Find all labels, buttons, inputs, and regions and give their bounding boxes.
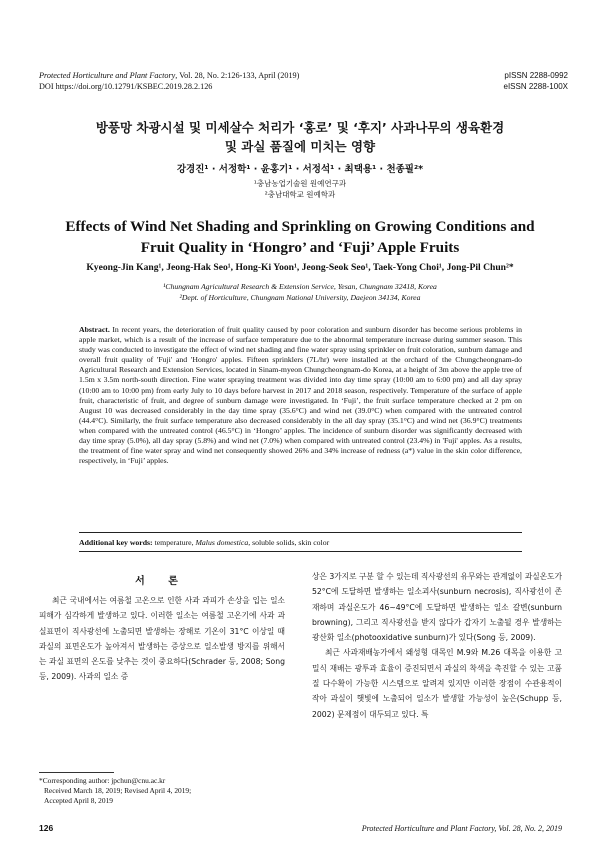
pissn: pISSN 2288-0992	[504, 71, 568, 80]
footnote	[39, 776, 289, 807]
page-number: 126	[39, 823, 54, 833]
eissn: eISSN 2288-100X	[503, 82, 568, 91]
abstract-label: Abstract.	[79, 325, 110, 334]
divider-top	[79, 532, 522, 533]
english-affiliation-1: ¹Chungnam Agricultural Research & Extension Service, Yesan, Chungnam 32418, Korea	[163, 282, 437, 291]
korean-affiliation-1: ¹충남농업기술원 원예연구과	[253, 179, 347, 188]
divider-bottom	[79, 551, 522, 552]
issn-block	[478, 70, 568, 92]
journal-header	[39, 70, 399, 92]
body-right-column	[312, 569, 562, 722]
english-title: Effects of Wind Net Shading and Sprinkling on Growing Conditions and Fruit Quality in ‘Hongro’ and ‘Fuji’ Apple Fruits	[65, 218, 535, 256]
abstract	[79, 325, 522, 466]
journal-citation: Protected Horticulture and Plant Factory, Vol. 28, No. 2:126-133, April (2019)	[39, 71, 300, 80]
doi-link[interactable]: DOI https://doi.org/10.12791/KSBEC.2019.28.2.126	[39, 82, 213, 91]
abstract-text: In recent years, the deterioration of fruit quality caused by poor coloration and sunburn disorder has become serious problems in apple market, which is a result of the increase of surface temperature due to the abnormal temperature increase during summer season. This study was conducted to investigate the effect of wind net shading and fine water spray using sprinkler on fruit coloration, sunburn damage and overall fruit quality of 'Fuji' and 'Hongro' apples. Fifteen sprinklers (7L/hr) were installed at the orchard of the Chungcheongnam-do Agricultural Research and Extension Services, located in Sinam-myeon Chungcheongnam-do Korea, at a height of 3m above the apple tree of 1.5m x 3.5m north-south direction. Fine water spraying treatment was divided into day time spray (10:00 am to 6:00 pm) and all day spray (10:00 am to 10:00 pm) from early July to 10 days before harvest in 2017 and 2018 season, respectively. Temperature of the surface of apple fruit, characteristic of fruit, and degree of sunburn damage were investigated. In ‘Fuji’, the fruit surface temperature checked at 2 pm on August 10 was decreased considerably in the day time spray (35.6°C) and wind net (39.0°C) when compared with the untreated control (44.4°C). Similarly, the fruit surface temperature also decreased considerably in the all day spray (35.1°C) and wind net (36.9°C) treatments when compared with the untreated control (46.5°C) in ‘Hongro’ apples. The incidence of sunburn disorder was significantly decreased with day time spray (5.0%), all day spray (5.8%) and wind net (7.0%) when compared with untreated control (23.4%) in 'Fuji' apples. As a results, the treatment of fine water spray and wind net consequently showed 26% and 34% increase of redness (a*) value in the skin color difference, respectively, in ‘Fuji’ apples.	[79, 325, 522, 466]
body-left-column: 최근 국내에서는 여름철 고온으로 인한 사과 과피가 손상을 입는 일소피해가 심각하게 발생하고 있다. 이러한 일소는 여름철 고온기에 사과 과실표면이 직사광선에 노출되면 발생하는 장해로 기온이 31°C 이상일 때 과실의 표면온도가 높아져서 발생하는 증상으로 일소발생 방지를 위해서는 과실 표면의 온도를 낮추는 것이 중요하다(Schrader 등, 2008; Song 등, 2009). 사과의 일소 증	[39, 596, 285, 682]
english-affiliation-2: ²Dept. of Horticulture, Chungnam National University, Daejeon 34134, Korea	[179, 293, 421, 302]
received-date: Received March 18, 2019; Revised April 4, 2019;	[44, 786, 192, 796]
footnote-divider	[39, 772, 114, 773]
corresponding-author: *Corresponding author: jpchun@cnu.ac.kr	[39, 776, 166, 785]
korean-title: 방풍망 차광시설 및 미세살수 처리가 ‘홍로’ 및 ‘후지’ 사과나무의 생육환경 및 과실 품질에 미치는 영향	[95, 120, 505, 154]
accepted-date: Accepted April 8, 2019	[44, 796, 113, 806]
section-title-introduction: 서 론	[135, 576, 188, 587]
paragraph: 최근 사과재배농가에서 왜성형 대목인 M.9와 M.26 대목을 이용한 고밀식 재배는 광투과 효율이 증진되면서 과실의 착색을 촉진할 수 있는 고품질 다수확이 가능한 시스템으로 알려져 있지만 이러한 장점이 수관용적이 작아 과실이 햇빛에 노출되어 일소가 발생할 가능성이 높은(Schupp 등, 2002) 문제점이 대두되고 있다. 특	[312, 648, 562, 719]
footer-journal-ref: Protected Horticulture and Plant Factory, Vol. 28, No. 2, 2019	[361, 824, 562, 833]
korean-affiliation-2: ²충남대학교 원예학과	[264, 190, 336, 199]
english-authors: Kyeong-Jin Kang¹, Jeong-Hak Seo¹, Hong-Ki Yoon¹, Jeong-Seok Seo¹, Taek-Yong Choi¹, Jong-Pil Chun²*	[86, 262, 514, 273]
korean-authors: 강경진¹ · 서정학¹ · 윤홍기¹ · 서정석¹ · 최택용¹ · 천종필²*	[176, 164, 424, 175]
keywords: Additional key words: temperature, Malus domestica, soluble solids, skin color	[79, 538, 330, 547]
paragraph: 상은 3가지로 구분 할 수 있는데 직사광선의 유무와는 관계없이 과실온도가 52°C에 도달하면 발생하는 일소괴사(sunburn necrosis), 직사광선이 존재하며 과실온도가 46~49°C에 도달하면 발생하는 일소 갈변(sunburn browning), 그리고 직사광선을 받지 않다가 갑자기 노출될 경우 발생하는 광산화 일소(photooxidative sunburn)가 있다(Song 등, 2009).	[312, 572, 562, 643]
